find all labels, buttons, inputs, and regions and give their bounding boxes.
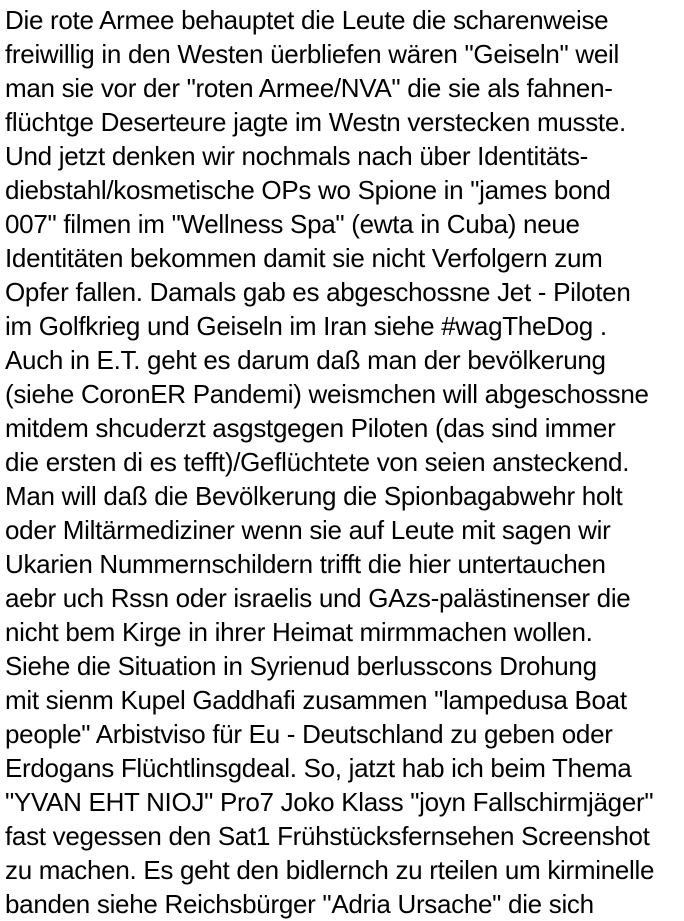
text-line: "YVAN EHT NIOJ" Pro7 Joko Klass "joyn Fallschirmjäger"	[5, 787, 654, 817]
text-line: Opfer fallen. Damals gab es abgeschossne Jet - Piloten	[5, 277, 631, 307]
text-line: Ukarien Nummernschildern trifft die hier untertauchen	[5, 549, 606, 579]
text-line: Identitäten bekommen damit sie nicht Verfolgern zum	[5, 243, 603, 273]
text-line: nicht bem Kirge in ihrer Heimat mirmmachen wollen.	[5, 617, 593, 647]
text-line: man sie vor der "roten Armee/NVA" die sie als fahnen-	[5, 73, 613, 103]
text-line: freiwillig in den Westen üerbliefen wären "Geiseln" weil	[5, 39, 619, 69]
text-line: fast vegessen den Sat1 Frühstücksfernsehen Screenshot	[5, 821, 650, 851]
text-line: im Golfkrieg und Geiseln im Iran siehe #wagTheDog .	[5, 311, 607, 341]
text-line: diebstahl/kosmetische OPs wo Spione in "james bond	[5, 175, 611, 205]
text-line: people" Arbistviso für Eu - Deutschland zu geben oder	[5, 719, 613, 749]
text-line: flüchtge Deserteure jagte im Westn verstecken musste.	[5, 107, 626, 137]
text-line: mitdem shcuderzt asgstgegen Piloten (das sind immer	[5, 413, 616, 443]
text-line: zu machen. Es geht den bidlernch zu rteilen um kirminelle	[5, 855, 655, 885]
text-line: (siehe CoronER Pandemi) weismchen will abgeschossne	[5, 379, 649, 409]
text-line: Siehe die Situation in Syrienud berlusscons Drohung	[5, 651, 597, 681]
text-line: oder Miltärmediziner wenn sie auf Leute mit sagen wir	[5, 515, 611, 545]
text-line: aebr uch Rssn oder israelis und GAzs-palästinenser die	[5, 583, 631, 613]
text-line: 007" filmen im "Wellness Spa" (ewta in Cuba) neue	[5, 209, 580, 239]
text-line: Man will daß die Bevölkerung die Spionbagabwehr holt	[5, 481, 623, 511]
text-line: die ersten di es tefft)/Geflüchtete von seien ansteckend.	[5, 447, 630, 477]
text-line: banden siehe Reichsbürger "Adria Ursache" die sich	[5, 889, 594, 919]
text-line: Und jetzt denken wir nochmals nach über Identitäts-	[5, 141, 589, 171]
text-line: Erdogans Flüchtlinsgdeal. So, jatzt hab ich beim Thema	[5, 753, 632, 783]
text-line: Auch in E.T. geht es darum daß man der bevölkerung	[5, 345, 606, 375]
text-line: Die rote Armee behauptet die Leute die scharenweise	[5, 5, 609, 35]
text-line: mit sienm Kupel Gaddhafi zusammen "lampedusa Boat	[5, 685, 627, 715]
